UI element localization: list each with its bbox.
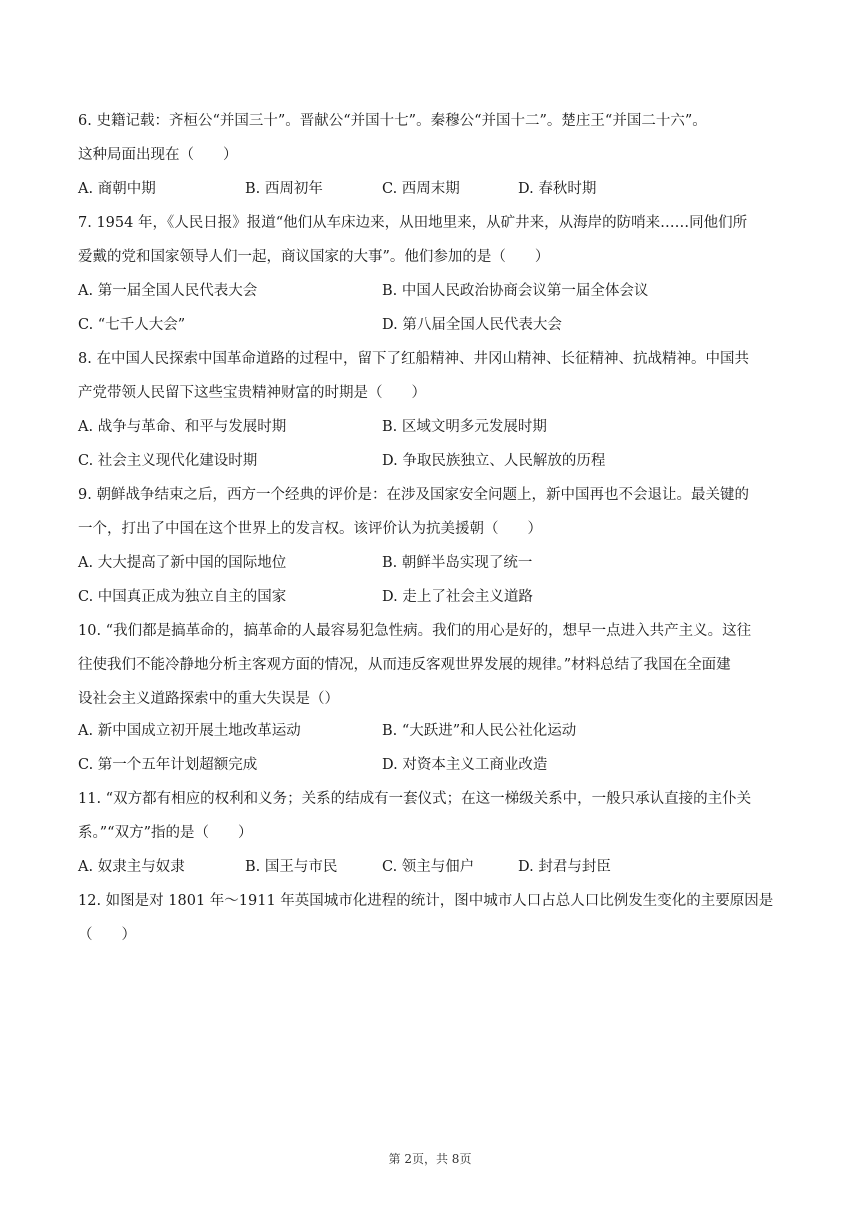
q10-option-d: D. 对资本主义工商业改造 <box>382 757 548 773</box>
q9-stem-line1: 9. 朝鲜战争结束之后，西方一个经典的评价是：在涉及国家安全问题上，新中国再也不会退让。最关键的 <box>78 487 749 503</box>
q6-option-b: B. 西周初年 <box>245 181 323 197</box>
q12-stem-line1: 12. 如图是对 1801 年～1911 年英国城市化进程的统计，图中城市人口占总人口比例发生变化的主要原因是 <box>78 893 774 909</box>
q11-option-c: C. 领主与佃户 <box>382 859 475 875</box>
q7-option-b: B. 中国人民政治协商会议第一届全体会议 <box>382 283 649 299</box>
q9-option-c: C. 中国真正成为独立自主的国家 <box>78 589 287 605</box>
q7-option-a: A. 第一届全国人民代表大会 <box>78 283 258 299</box>
page-footer: 第 2页，共 8页 <box>388 1152 472 1166</box>
q6-option-c: C. 西周末期 <box>382 181 460 197</box>
q9-option-a: A. 大大提高了新中国的国际地位 <box>78 555 287 571</box>
q11-option-d: D. 封君与封臣 <box>518 859 611 875</box>
q7-stem-line2: 爱戴的党和国家领导人们一起，商议国家的大事”。他们参加的是（ ） <box>78 249 550 265</box>
q6-stem-line2: 这种局面出现在（ ） <box>78 147 238 163</box>
q10-option-a: A. 新中国成立初开展土地改革运动 <box>78 723 301 739</box>
q10-stem-line1: 10. “我们都是搞革命的，搞革命的人最容易犯急性病。我们的用心是好的，想早一点进入共产主义。这往 <box>78 623 752 639</box>
q11-stem-line1: 11. “双方都有相应的权利和义务；关系的结成有一套仪式；在这一梯级关系中，一般只承认直接的主仆关 <box>78 791 752 807</box>
q11-option-a: A. 奴隶主与奴隶 <box>78 859 185 875</box>
q10-option-b: B. “大跃进”和人民公社化运动 <box>382 723 577 739</box>
q7-option-d: D. 第八届全国人民代表大会 <box>382 317 562 333</box>
q9-option-b: B. 朝鲜半岛实现了统一 <box>382 555 533 571</box>
q7-stem-line1: 7. 1954 年，《人民日报》报道“他们从车床边来，从田地里来，从矿井来，从海岸的防哨来……同他们所 <box>78 215 748 231</box>
q6-option-d: D. 春秋时期 <box>518 181 597 197</box>
q11-stem-line2: 系。”“双方”指的是（ ） <box>78 825 253 841</box>
q10-option-c: C. 第一个五年计划超额完成 <box>78 757 258 773</box>
q10-stem-line2: 往使我们不能冷静地分析主客观方面的情况，从而违反客观世界发展的规律。”材料总结了我国在全面建 <box>78 657 731 673</box>
q6-stem-line1: 6. 史籍记载：齐桓公“并国三十”。晋献公“并国十七”。秦穆公“并国十二”。楚庄王“并国二十六”。 <box>78 113 707 129</box>
q8-option-a: A. 战争与革命、和平与发展时期 <box>78 419 287 435</box>
q8-stem-line2: 产党带领人民留下这些宝贵精神财富的时期是（ ） <box>78 385 426 401</box>
q6-option-a: A. 商朝中期 <box>78 181 156 197</box>
q9-option-d: D. 走上了社会主义道路 <box>382 589 533 605</box>
q8-option-c: C. 社会主义现代化建设时期 <box>78 453 258 469</box>
q7-option-c: C. “七千人大会” <box>78 317 186 333</box>
q9-stem-line2: 一个，打出了中国在这个世界上的发言权。该评价认为抗美援朝（ ） <box>78 521 542 537</box>
q10-stem-line3: 设社会主义道路探索中的重大失误是（） <box>78 691 339 707</box>
q8-option-d: D. 争取民族独立、人民解放的历程 <box>382 453 606 469</box>
q8-option-b: B. 区域文明多元发展时期 <box>382 419 547 435</box>
q11-option-b: B. 国王与市民 <box>245 859 338 875</box>
q12-stem-line2: （ ） <box>78 927 136 943</box>
q8-stem-line1: 8. 在中国人民探索中国革命道路的过程中，留下了红船精神、井冈山精神、长征精神、抗战精神。中国共 <box>78 351 749 367</box>
